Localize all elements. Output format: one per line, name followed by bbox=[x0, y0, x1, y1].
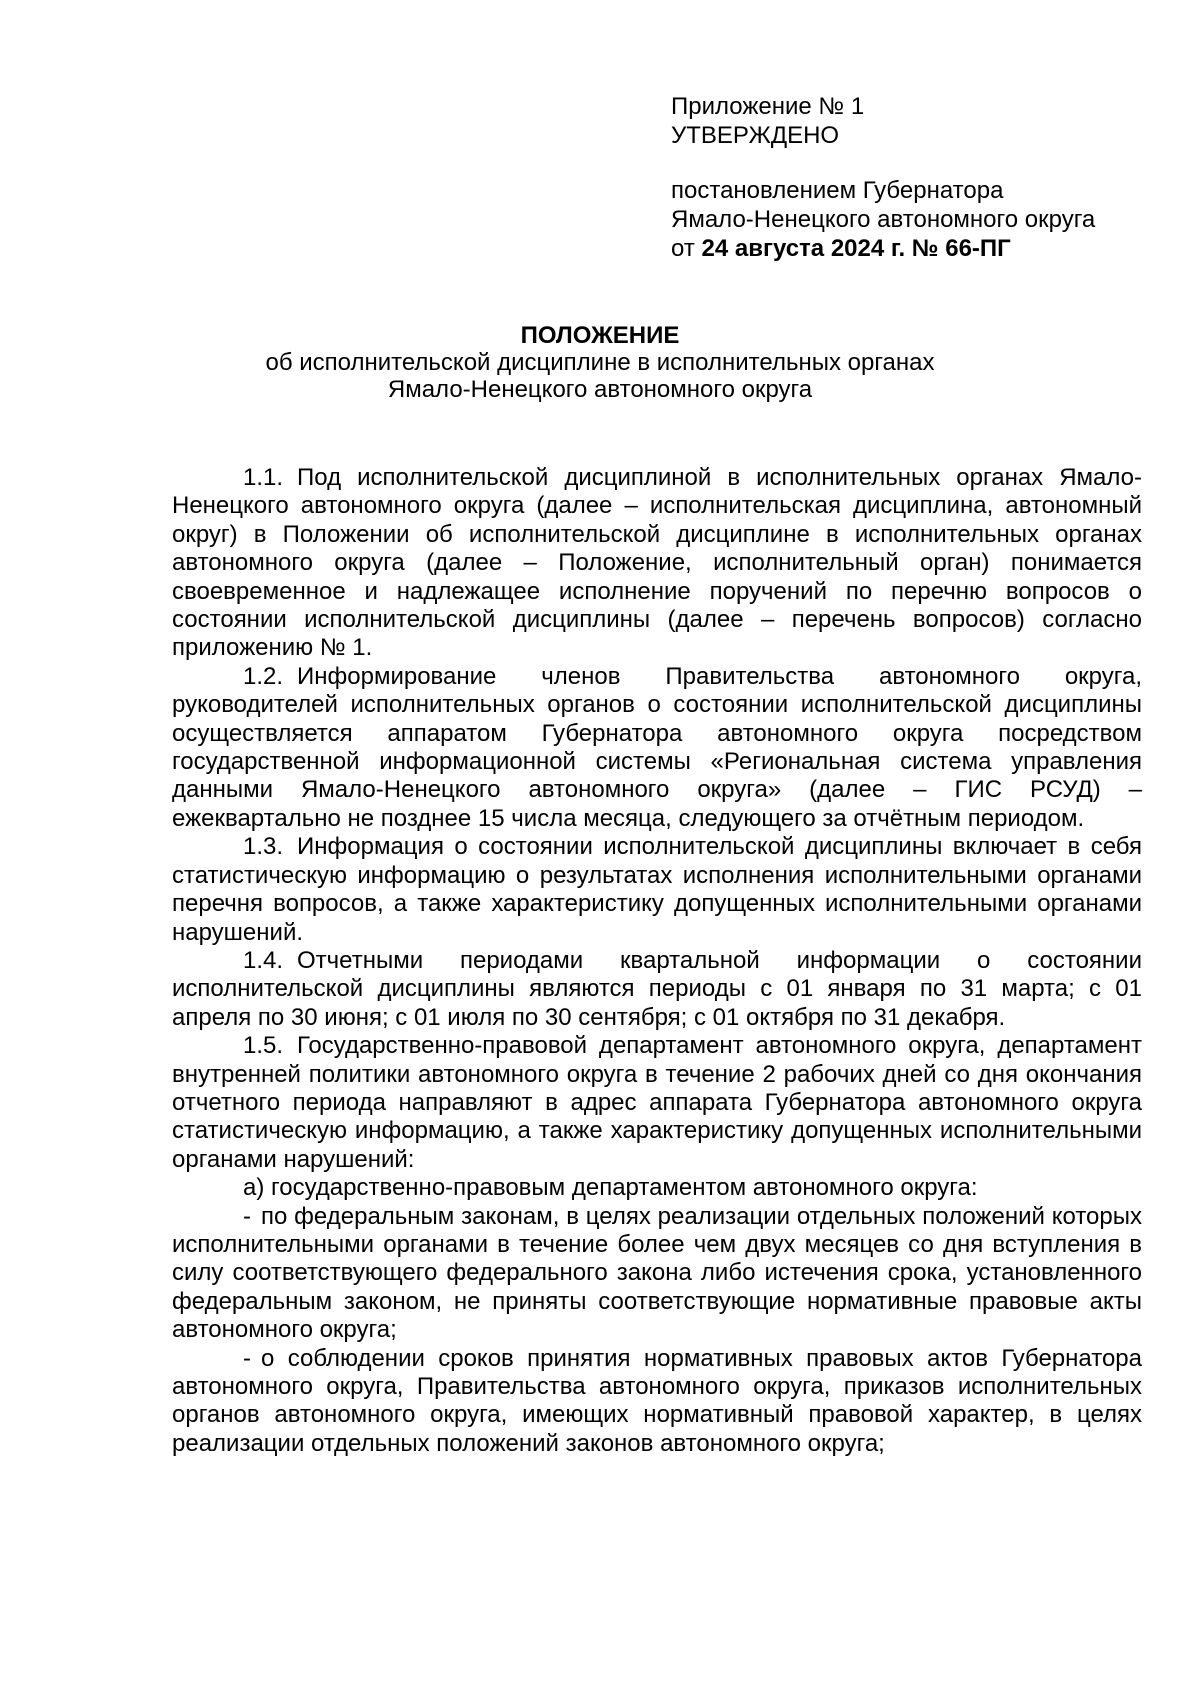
paragraph-text: Информация о состоянии исполнительской дисциплины включает в себя статистическую информацию о результатах исполнения исполнительными органами перечня вопросов, а также характеристику допущенных исполнительными органами нарушений. bbox=[172, 833, 1142, 946]
paragraph-1-3 bbox=[172, 833, 1142, 947]
approved-label: УТВЕРЖДЕНО bbox=[671, 122, 840, 149]
date-value: 24 августа 2024 г. № 66-ПГ bbox=[701, 235, 1011, 262]
appendix-label: Приложение № 1 bbox=[671, 93, 865, 120]
paragraph-1-5 bbox=[172, 1032, 1142, 1174]
bullet-dash: - bbox=[243, 1344, 251, 1372]
paragraph-text: Информирование членов Правительства автономного округа, руководителей исполнительных органов о состоянии исполнительской дисциплины осуществляется аппаратом Губернатора автономного округа посредством государственной информационной системы «Региональная система управления данными Ямало-Ненецкого автономного округа» (далее – ГИС РСУД) – ежеквартально не позднее 15 числа месяца, следующего за отчётным периодом. bbox=[172, 662, 1142, 832]
bullet-text: о соблюдении сроков принятия нормативных правовых актов Губернатора автономного округа, Правительства автономного округа, приказов исполнительных органов автономного округа, имеющих нормативный правовой характер, в целях реализации отдельных положений законов автономного округа; bbox=[172, 1344, 1142, 1457]
bullet-item-1 bbox=[172, 1203, 1142, 1345]
title-heading: ПОЛОЖЕНИЕ bbox=[520, 322, 680, 349]
paragraph-number: 1.1. bbox=[243, 464, 284, 491]
approved-by-line-1: постановлением Губернатора bbox=[671, 177, 1004, 204]
bullet-item-2 bbox=[172, 1345, 1142, 1459]
paragraph-1-4 bbox=[172, 947, 1142, 1032]
bullet-text: по федеральным законам, в целях реализации отдельных положений которых исполнительными органами в течение более чем двух месяцев со дня вступления в силу соответствующего федерального закона либо истечения срока, установленного федеральным законом, не приняты соответствующие нормативные правовые акты автономного округа; bbox=[172, 1202, 1142, 1344]
approved-by-line-2: Ямало-Ненецкого автономного округа bbox=[671, 206, 1096, 233]
subitem-a: а) государственно-правовым департаментом автономного округа: bbox=[243, 1174, 978, 1202]
paragraph-1-2 bbox=[172, 663, 1142, 833]
paragraph-number: 1.3. bbox=[243, 833, 284, 861]
date-prefix: от bbox=[671, 235, 695, 262]
title-subtitle-1: об исполнительской дисциплине в исполнительных органах bbox=[265, 349, 935, 376]
approval-block bbox=[671, 92, 1171, 263]
paragraph-text: Государственно-правовой департамент автономного округа, департамент внутренней политики автономного округа в течение 2 рабочих дней со дня окончания отчетного периода направляют в адрес аппарата Губернатора автономного округа статистическую информацию, а также характеристику допущенных исполнительными органами нарушений: bbox=[172, 1032, 1142, 1173]
title-subtitle-2: Ямало-Ненецкого автономного округа bbox=[387, 376, 813, 403]
document-title bbox=[0, 322, 1200, 403]
paragraph-number: 1.2. bbox=[243, 662, 284, 690]
paragraph-number: 1.5. bbox=[243, 1032, 284, 1060]
paragraph-1-1 bbox=[172, 464, 1142, 663]
paragraph-text: Отчетными периодами квартальной информации о состоянии исполнительской дисциплины являются периоды с 01 января по 31 марта; с 01 апреля по 30 июня; с 01 июля по 30 сентября; с 01 октября по 31 декабря. bbox=[172, 946, 1142, 1031]
approval-date-line bbox=[671, 234, 1171, 263]
paragraph-text: Под исполнительской дисциплиной в исполнительных органах Ямало-Ненецкого автономного округа (далее – исполнительская дисциплина, автономный округ) в Положении об исполнительской дисциплине в исполнительных органах автономного округа (далее – Положение, исполнительный орган) понимается своевременное и надлежащее исполнение поручений по перечню вопросов о состоянии исполнительской дисциплины (далее – перечень вопросов) согласно приложению № 1. bbox=[172, 464, 1142, 662]
bullet-dash: - bbox=[243, 1202, 251, 1230]
document-body bbox=[172, 464, 1142, 1458]
paragraph-number: 1.4. bbox=[243, 946, 284, 974]
